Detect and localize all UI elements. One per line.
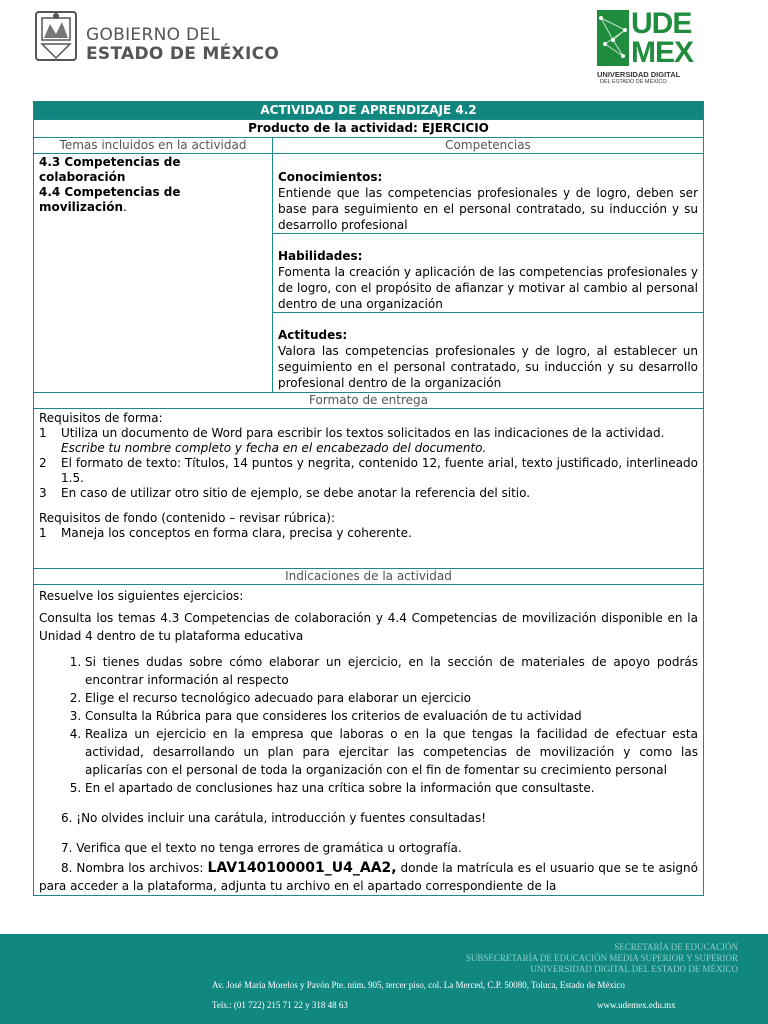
conocimientos-cell — [273, 154, 704, 234]
forma-list — [39, 426, 698, 501]
conocimientos-text: Entiende que las competencias profesionales y de logro, deben ser base para seguimiento en el personal contratado, su inducción y su desarrollo profesional — [278, 186, 698, 232]
footer-line2: SUBSECRETARÍA DE EDUCACIÓN MEDIA SUPERIOR Y SUPERIOR — [465, 953, 738, 963]
col-topics-header: Temas incluidos en la actividad — [34, 138, 273, 154]
habilidades-label: Habilidades: — [278, 249, 363, 263]
footer-line3: UNIVERSIDAD DIGITAL DEL ESTADO DE MÉXICO — [530, 964, 738, 974]
actitudes-cell — [273, 313, 704, 393]
footer-line1: SECRETARÍA DE EDUCACIÓN — [614, 942, 738, 952]
ude-sub1: UNIVERSIDAD DIGITAL — [597, 70, 681, 79]
indicaciones-consulta: Consulta los temas 4.3 Competencias de colaboración y 4.4 Competencias de movilización disponible en la Unidad 4 dentro de tu plataforma educativa — [39, 611, 698, 643]
topic-b: 4.4 Competencias de movilización — [39, 185, 181, 214]
item-number: 1 — [39, 526, 47, 540]
item-italic-text: Escribe tu nombre completo y fecha en el encabezado del documento. — [61, 441, 487, 455]
indicaciones-heading: Indicaciones de la actividad — [34, 569, 704, 585]
item-number: 2 — [39, 456, 47, 470]
actitudes-label: Actitudes: — [278, 328, 348, 342]
list-item: 1. Si tienes dudas sobre cómo elaborar un ejercicio, en la sección de materiales de apoyo podrás encontrar información al respecto — [85, 653, 698, 689]
item-text: En caso de utilizar otro sitio de ejemplo, se debe anotar la referencia del sitio. — [61, 486, 531, 500]
indicaciones-item6: 6. ¡No olvides incluir una carátula, introducción y fuentes consultadas! — [61, 811, 487, 825]
indicaciones-item8 — [39, 859, 698, 895]
list-item — [39, 486, 698, 501]
topic-a: 4.3 Competencias de colaboración — [39, 155, 181, 184]
gob-edomex-wordmark — [86, 26, 279, 64]
footer-tel: Tels.: (01 722) 215 71 22 y 318 48 63 — [212, 1000, 348, 1010]
list-item: 4. Realiza un ejercicio en la empresa que laboras o en la que tengas la facilidad de efectuar esta actividad, desarrollando un plan para ejercitar las competencias de movilización y como las aplicarías con el personal de toda la organización con el fin de fomentar su crecimiento personal — [85, 725, 698, 779]
list-item — [39, 426, 698, 456]
fondo-title: Requisitos de fondo (contenido – revisar rúbrica): — [39, 511, 335, 525]
list-item — [39, 526, 698, 541]
indicaciones-item7: 7. Verifica que el texto no tenga errores de gramática u ortografía. — [61, 841, 462, 855]
item-number: 1 — [39, 426, 47, 440]
network-globe-icon — [597, 10, 629, 66]
activity-table — [33, 101, 704, 896]
topic-b-end: . — [123, 200, 127, 214]
item-text: El formato de texto: Títulos, 14 puntos y negrita, contenido 12, fuente arial, texto justificado, interlineado 1.5. — [61, 456, 698, 485]
habilidades-cell — [273, 234, 704, 313]
topics-cell — [34, 154, 273, 393]
gob-line1: GOBIERNO DEL — [86, 25, 221, 45]
item8-file: LAV140100001_U4_AA2, — [207, 860, 397, 876]
udemex-logo — [597, 7, 694, 88]
topic-b-wrap — [39, 185, 267, 215]
ude-sub2: DEL ESTADO DE MÉXICO — [600, 79, 667, 85]
ude-line1: UDE — [631, 7, 692, 40]
page-footer — [0, 934, 768, 1024]
conocimientos-label: Conocimientos: — [278, 170, 383, 184]
item8-post: donde la matrícula es el usuario que se te asignó para acceder a la plataforma, adjunta tu archivo en el apartado correspondiente de la — [39, 861, 698, 893]
item8-pre: 8. Nombra los archivos: — [61, 861, 208, 875]
formato-heading: Formato de entrega — [34, 393, 704, 409]
actitudes-text: Valora las competencias profesionales y de logro, al establecer un seguimiento en el personal contratado, su inducción y su desarrollo profesional dentro de la organización — [278, 344, 698, 390]
indicaciones-list — [39, 653, 698, 797]
activity-title: ACTIVIDAD DE APRENDIZAJE 4.2 — [34, 102, 704, 120]
page-header — [0, 0, 768, 100]
gob-line2: ESTADO DE MÉXICO — [86, 44, 280, 64]
list-item: 5. En el apartado de conclusiones haz una crítica sobre la información que consultaste. — [85, 779, 698, 797]
list-item: 2. Elige el recurso tecnológico adecuado para elaborar un ejercicio — [85, 689, 698, 707]
list-item: 3. Consulta la Rúbrica para que consideres los criterios de evaluación de tu actividad — [85, 707, 698, 725]
col-competencies-header: Competencias — [273, 138, 704, 154]
ude-line2: MEX — [631, 36, 694, 69]
footer-address: Av. José María Morelos y Pavón Pte. núm. 905, tercer piso, col. La Merced, C.P. 50080, Toluca, Estado de México — [212, 980, 625, 990]
formato-cell — [34, 409, 704, 569]
footer-website-link[interactable]: www.udemex.edu.mx — [597, 1000, 676, 1010]
forma-title: Requisitos de forma: — [39, 411, 163, 425]
item-text: Utiliza un documento de Word para escribir los textos solicitados en las indicaciones de la actividad. — [61, 426, 665, 440]
list-item — [39, 456, 698, 486]
habilidades-text: Fomenta la creación y aplicación de las competencias profesionales y de logro, con el propósito de afianzar y motivar al cambio al personal dentro de una organización — [278, 265, 698, 311]
fondo-list — [39, 526, 698, 541]
indicaciones-cell — [34, 585, 704, 896]
item-text: Maneja los conceptos en forma clara, precisa y coherente. — [61, 526, 412, 540]
indicaciones-intro: Resuelve los siguientes ejercicios: — [39, 589, 244, 603]
activity-product: Producto de la actividad: EJERCICIO — [34, 120, 704, 138]
item-number: 3 — [39, 486, 47, 500]
coat-of-arms-logo — [34, 8, 78, 64]
